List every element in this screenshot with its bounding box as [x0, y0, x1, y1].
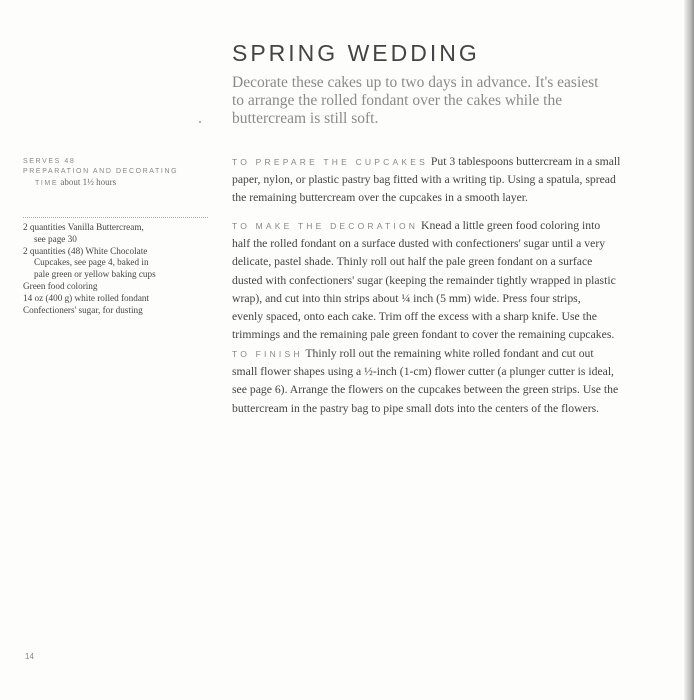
ingredient-item	[23, 293, 156, 305]
step-text: paper, nylon, or plastic pastry bag fitted with a writing tip. Using a spatula, spread	[232, 173, 616, 187]
method-step	[232, 345, 618, 418]
step-line	[232, 171, 620, 189]
step-line	[232, 153, 620, 171]
step-line	[232, 235, 616, 253]
step-line	[232, 253, 616, 271]
ingredient-list	[23, 222, 156, 316]
ingredient-item	[23, 281, 156, 293]
page-gutter-shadow	[684, 0, 694, 700]
prep-time-value: about 1½ hours	[58, 177, 117, 187]
ingredient-line: 2 quantities Vanilla Buttercream,	[23, 222, 144, 232]
ingredient-item	[23, 305, 156, 317]
intro-line: buttercream is still soft.	[232, 110, 379, 127]
step-text: delicate, pastel shade. Thinly roll out half the pale green fondant on a surface	[232, 255, 593, 269]
ingredient-line: Cupcakes, see page 4, baked in	[34, 257, 149, 268]
recipe-title: SPRING WEDDING	[232, 40, 480, 66]
step-line	[232, 363, 618, 381]
step-line	[232, 308, 616, 326]
step-heading: TO FINISH	[232, 349, 303, 359]
step-text: trimmings and the remaining pale green fondant to cover the remaining cupcakes.	[232, 328, 615, 342]
step-line	[232, 272, 616, 290]
recipe-meta	[23, 157, 178, 189]
ingredient-line: 14 oz (400 g) white rolled fondant	[23, 292, 150, 303]
ingredient-line: 2 quantities (48) White Chocolate	[23, 245, 148, 256]
ingredient-line: see page 30	[34, 233, 77, 244]
ingredient-item	[23, 222, 156, 246]
step-line	[232, 189, 620, 207]
ingredient-line: pale green or yellow baking cups	[34, 269, 156, 280]
step-text: half the rolled fondant on a surface dusted with confectioners' sugar until a very	[232, 237, 606, 251]
step-line	[232, 400, 618, 418]
step-text: dusted with confectioners' sugar (keeping the remainder tightly wrapped in plastic	[232, 273, 616, 287]
ingredient-item	[23, 246, 156, 281]
step-text: small flower shapes using a ½-inch (1-cm) flower cutter (a plunger cutter is ideal,	[232, 365, 614, 379]
ingredient-line: Confectioners' sugar, for dusting	[23, 304, 143, 315]
step-text: the remaining buttercream over the cupcakes in a smooth layer.	[232, 191, 528, 205]
step-heading: TO MAKE THE DECORATION	[232, 221, 419, 231]
step-line	[232, 326, 616, 344]
scan-speck	[199, 121, 201, 123]
ingredient-line: Green food coloring	[23, 280, 98, 291]
step-heading: TO PREPARE THE CUPCAKES	[232, 157, 428, 167]
step-line	[232, 290, 616, 308]
intro-line: Decorate these cakes up to two days in advance. It's easiest	[232, 74, 599, 91]
step-line	[232, 217, 616, 235]
method-step	[232, 153, 620, 208]
step-text: wrap), and cut into thin strips about ¼ inch (5 mm) wide. Press four strips,	[232, 291, 581, 305]
page-number: 14	[25, 652, 34, 661]
step-text: see page 6). Arrange the flowers on the cupcakes between the green strips. Use the	[232, 383, 619, 397]
sidebar-divider	[23, 217, 208, 218]
recipe-intro	[232, 74, 598, 128]
prep-time-label-2: TIME	[35, 180, 59, 187]
prep-time	[23, 177, 178, 189]
step-text: evenly spaced, onto each cake. Trim off the excess with a sharp knife. Use the	[232, 310, 597, 324]
serves: SERVES 48	[23, 158, 76, 165]
prep-time-label: PREPARATION AND DECORATING	[23, 168, 179, 175]
step-text: Knead a little green food coloring into	[421, 219, 601, 232]
method-step	[232, 217, 616, 344]
step-text: Put 3 tablespoons buttercream in a small	[430, 155, 621, 168]
step-text: Thinly roll out the remaining white rolled fondant and cut out	[305, 347, 594, 360]
step-line	[232, 345, 618, 363]
step-text: buttercream in the pastry bag to pipe small dots into the centers of the flowers.	[232, 401, 600, 415]
step-line	[232, 381, 618, 399]
intro-line: to arrange the rolled fondant over the cakes while the	[232, 92, 563, 109]
